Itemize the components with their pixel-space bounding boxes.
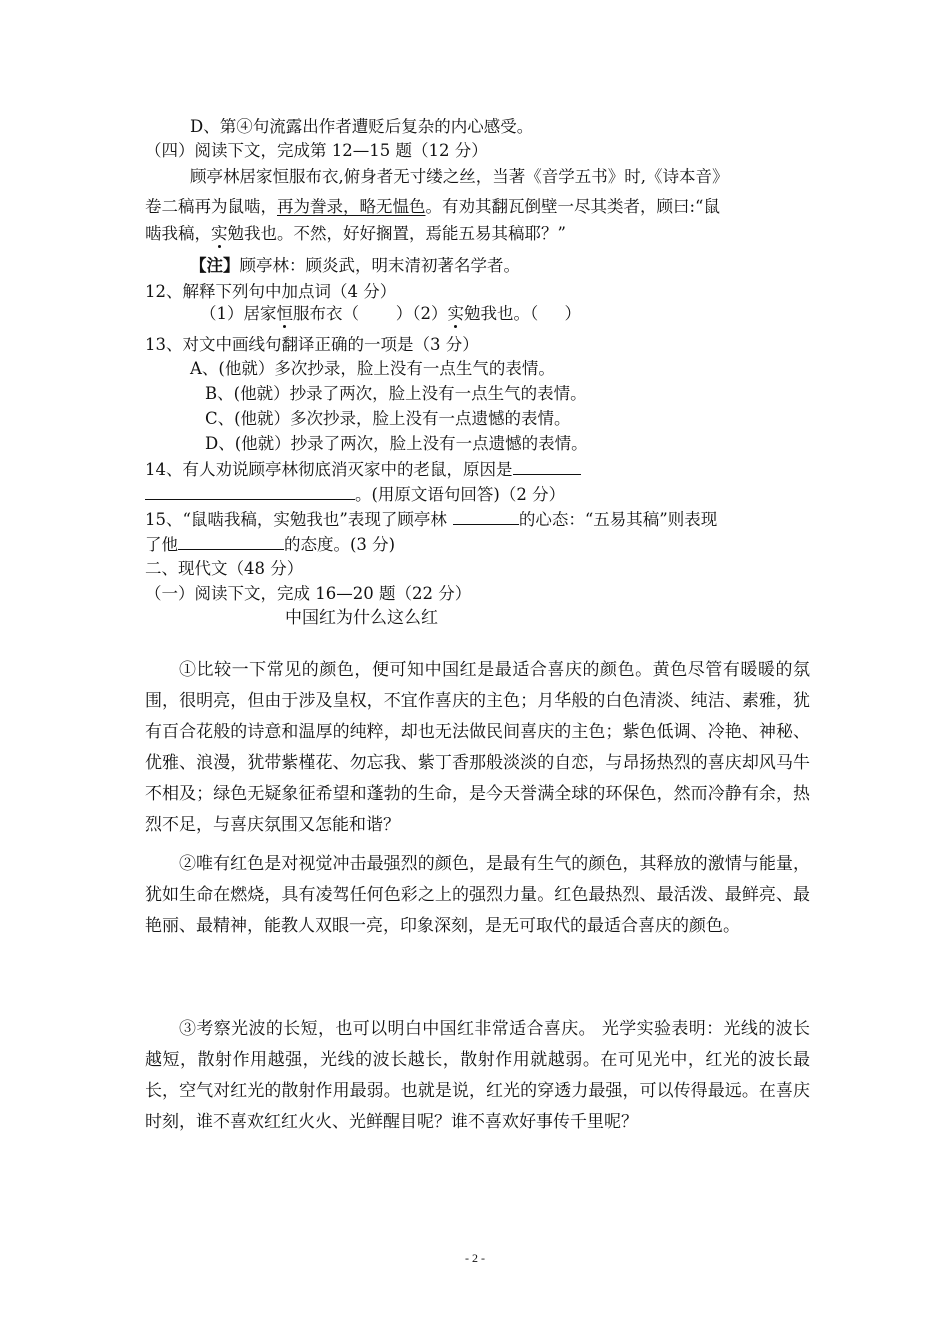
item-text: 服布衣（ ） <box>293 304 413 323</box>
question-text: 的心态：“五易其稿”则表现 <box>518 510 718 529</box>
option-b: B、(他就）抄录了两次，脸上没有一点生气的表情。 <box>205 384 587 403</box>
answer-blank[interactable] <box>178 533 284 550</box>
passage-text: 。有劝其翻瓦倒壁一尽其类者，顾曰:“鼠 <box>425 197 720 216</box>
item-text: （1）居家 <box>200 304 277 323</box>
item-text: （2） <box>412 304 448 323</box>
question-12-stem: 12、解释下列句中加点词（4 分） <box>145 282 397 301</box>
paragraph-2: ②唯有红色是对视觉冲击最强烈的颜色，是最有生气的颜色，其释放的激情与能量，犹如生命在燃烧，具有凌驾任何色彩之上的强烈力量。红色最热烈、最活泼、最鲜亮、最艳丽、最精神，能教人双眼一亮，印象深刻，是无可取代的最适合喜庆的颜色。 <box>145 854 810 936</box>
underlined-sentence: 再为誊录，略无愠色 <box>277 197 426 216</box>
question-13-stem: 13、对文中画线句翻译正确的一项是（3 分） <box>145 335 479 354</box>
dotted-word: 恒 <box>276 304 293 323</box>
section-2-subheading: （一）阅读下文，完成 16—20 题（22 分） <box>145 584 472 603</box>
question-15-line-1 <box>145 508 717 531</box>
question-text: 。(用原文语句回答)（2 分） <box>355 485 566 504</box>
annotation <box>190 255 520 277</box>
question-15-line-2 <box>145 533 395 556</box>
answer-blank[interactable] <box>453 508 519 525</box>
passage-line-2 <box>145 196 720 218</box>
passage-text: 勉我也。不然，好好搁置，焉能五易其稿耶？” <box>227 224 566 243</box>
option-a: A、(他就）多次抄录，脸上没有一点生气的表情。 <box>190 359 555 378</box>
question-text: 了他 <box>145 535 178 554</box>
passage-line-1: 顾亭林居家恒服布衣,俯身者无寸缕之丝，当著《音学五书》时,《诗本音》 <box>190 167 729 186</box>
paragraph-1: ①比较一下常见的颜色，便可知中国红是最适合喜庆的颜色。黄色尽管有暖暖的氛围，很明亮，但由于涉及皇权，不宜作喜庆的主色；月华般的白色清淡、纯洁、素雅，犹有百合花般的诗意和温厚的纯粹，却也无法做民间喜庆的主色；紫色低调、冷艳、神秘、优雅、浪漫，犹带紫槿花、勿忘我、紫丁香那般淡淡的自恋，与昂扬热烈的喜庆却风马牛不相及；绿色无疑象征希望和蓬勃的生命，是今天誉满全球的环保色，然而冷静有余，热烈不足，与喜庆氛围又怎能和谐？ <box>145 660 810 835</box>
option-d-q11: D、第④句流露出作者遭贬后复杂的内心感受。 <box>190 117 534 136</box>
option-c: C、(他就）多次抄录，脸上没有一点遗憾的表情。 <box>205 409 571 428</box>
option-d: D、(他就）抄录了两次，脸上没有一点遗憾的表情。 <box>205 434 588 453</box>
question-text: 14、有人劝说顾亭林彻底消灭家中的老鼠，原因是 <box>145 460 513 479</box>
passage-text: 卷二稿再为鼠啮， <box>145 197 277 216</box>
passage-line-3 <box>145 223 566 245</box>
item-text: 勉我也。（ ） <box>463 304 581 323</box>
question-14-line-2 <box>145 483 565 506</box>
note-label: 【注】 <box>190 256 240 275</box>
question-text: 的态度。(3 分) <box>284 535 396 554</box>
page-number: - 2 - <box>465 1251 485 1265</box>
dotted-word: 实 <box>447 304 464 323</box>
section-2-heading: 二、现代文（48 分） <box>145 559 304 578</box>
passage-text: 啮我稿， <box>145 224 211 243</box>
paragraph-3: ③考察光波的长短，也可以明白中国红非常适合喜庆。 光学实验表明：光线的波长越短，散射作用越强，光线的波长越长，散射作用就越弱。在可见光中，红光的波长最长，空气对红光的散射作用最弱。也就是说，红光的穿透力最强，可以传得最远。在喜庆时刻，谁不喜欢红红火火、光鲜醒目呢？谁不喜欢好事传千里呢？ <box>145 1019 810 1132</box>
answer-blank[interactable] <box>145 483 355 500</box>
question-14-stem <box>145 458 581 481</box>
note-text: 顾亭林：顾炎武，明末清初著名学者。 <box>239 256 520 275</box>
question-12-items <box>200 303 581 325</box>
section-4-heading: （四）阅读下文，完成第 12—15 题（12 分） <box>145 141 488 160</box>
dotted-word: 实 <box>211 224 228 243</box>
answer-blank[interactable] <box>513 458 581 475</box>
question-text: 15、“鼠啮我稿，实勉我也”表现了顾亭林 <box>145 510 447 529</box>
article-title: 中国红为什么这么红 <box>285 608 438 628</box>
